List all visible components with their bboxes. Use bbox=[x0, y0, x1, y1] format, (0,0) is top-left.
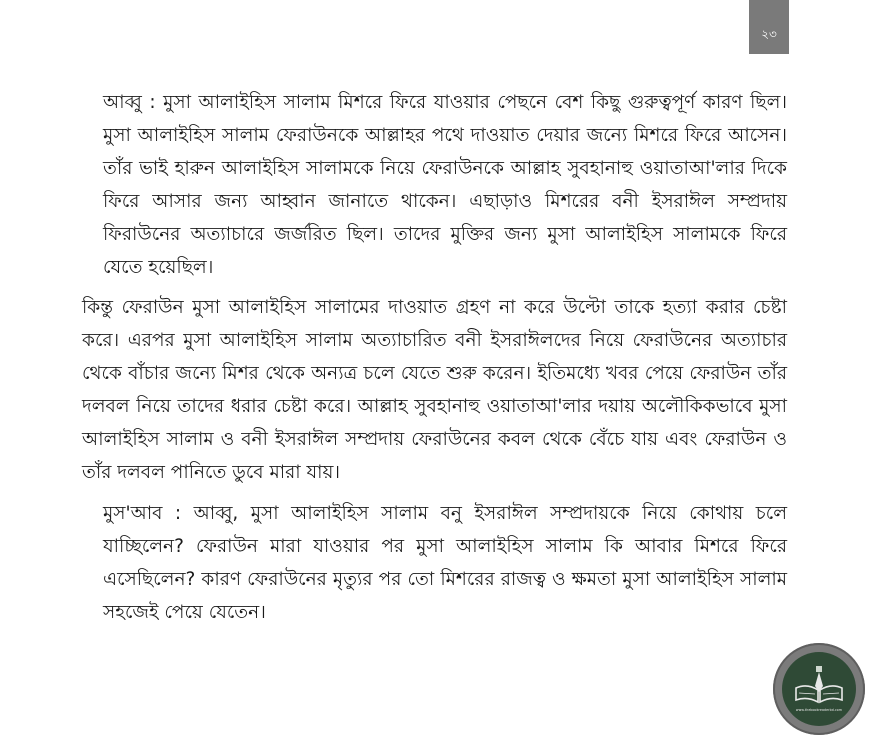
paragraph-abbu-answer: আব্বু : মুসা আলাইহিস সালাম মিশরে ফিরে যাওয়ার পেছনে বেশ কিছু গুরুত্বপূর্ণ কারণ ছিল। মুসা আলাইহিস সালাম ফেরাউনকে আল্লাহর পথে দাওয়াত দেয়ার জন্যে মিশরে ফিরে আসেন। তাঁর ভাই হারুন আলাইহিস সালামকে নিয়ে ফেরাউনকে আল্লাহ সুবহানাহু ওয়াতাআ'লার দিকে ফিরে আসার জন্য আহ্বান জানাতে থাকেন। এছাড়াও মিশরের বনী ইসরাঈল সম্প্রদায় ফিরাউনের অত্যাচারে জর্জরিত ছিল। তাদের মুক্তির জন্য মুসা আলাইহিস সালামকে ফিরে যেতে হয়েছিল। bbox=[103, 92, 787, 278]
page-number: ২৩ bbox=[761, 27, 777, 41]
paragraph-narrative: কিন্তু ফেরাউন মুসা আলাইহিস সালামের দাওয়াত গ্রহণ না করে উল্টো তাকে হত্যা করার চেষ্টা করে। এরপর মুসা আলাইহিস সালাম অত্যাচারিত বনী ইসরাঈলদের নিয়ে ফেরাউনের অত্যাচার থেকে বাঁচার জন্যে মিশর থেকে অন্যত্র চলে যেতে শুরু করেন। ইতিমধ্যে খবর পেয়ে ফেরাউন তাঁর দলবল নিয়ে তাদের ধরার চেষ্টা করে। আল্লাহ সুবহানাহু ওয়াতাআ'লার দয়ায় অলৌকিকভাবে মুসা আলাইহিস সালাম ও বনী ইসরাঈল সম্প্রদায় ফেরাউনের কবল থেকে বেঁচে যায় এবং ফেরাউন ও তাঁর দলবল পানিতে ডুবে মারা যায়। bbox=[82, 297, 787, 483]
watermark-logo-inner bbox=[782, 652, 856, 726]
paragraph-musab-question: মুস'আব : আব্বু, মুসা আলাইহিস সালাম বনু ইসরাঈল সম্প্রদায়কে নিয়ে কোথায় চলে যাচ্ছিলেন? ফেরাউন মারা যাওয়ার পর মুসা আলাইহিস সালাম কি আবার মিশরে ফিরে এসেছিলেন? কারণ ফেরাউনের মৃত্যুর পর তো মিশরের রাজত্ব ও ক্ষমতা মুসা আলাইহিস সালাম সহজেই পেয়ে যেতেন। bbox=[103, 503, 787, 623]
page-number-tab bbox=[749, 0, 789, 54]
watermark-logo bbox=[773, 643, 865, 735]
open-book-pen-icon bbox=[782, 652, 856, 726]
watermark-url: www.thebookreaderbd.com bbox=[795, 708, 843, 712]
